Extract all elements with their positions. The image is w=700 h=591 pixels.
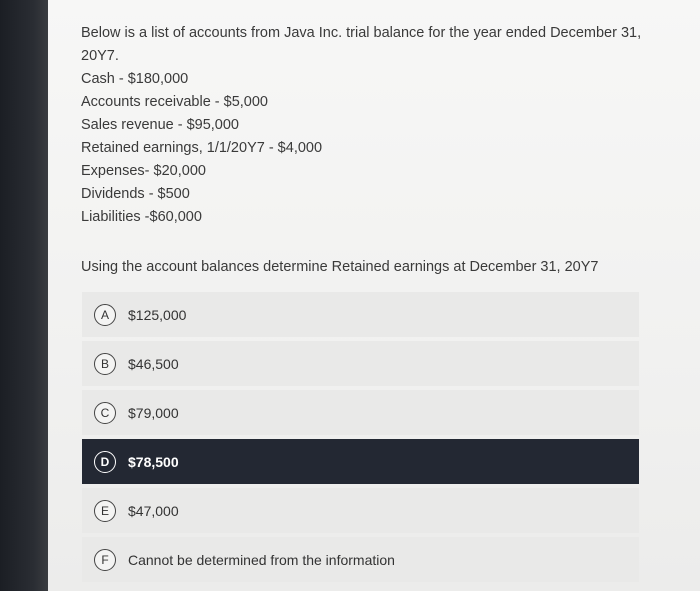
option-letter-badge: C [94, 402, 116, 424]
account-retained-earnings: Retained earnings, 1/1/20Y7 - $4,000 [81, 140, 323, 156]
option-label: $47,000 [128, 502, 179, 519]
option-letter-badge: A [94, 304, 116, 326]
answer-options [82, 292, 639, 586]
account-liabilities: Liabilities -$60,000 [81, 209, 202, 225]
option-letter-badge: B [94, 353, 116, 375]
option-f[interactable] [82, 537, 639, 582]
account-expenses: Expenses- $20,000 [81, 163, 206, 179]
account-accounts-receivable: Accounts receivable - $5,000 [81, 94, 268, 110]
option-e[interactable] [82, 488, 639, 533]
option-label: $46,500 [128, 355, 179, 372]
option-label: $79,000 [128, 404, 179, 421]
option-letter-badge: E [94, 500, 116, 522]
account-sales-revenue: Sales revenue - $95,000 [81, 117, 239, 133]
option-letter-badge: D [94, 451, 116, 473]
screen-bezel [0, 0, 48, 591]
option-label: $78,500 [128, 453, 179, 470]
question-intro: Below is a list of accounts from Java Inc. trial balance for the year ended December 31, 20Y7. [81, 25, 642, 64]
account-cash: Cash - $180,000 [81, 71, 189, 87]
option-letter-badge: F [94, 549, 116, 571]
option-a[interactable] [82, 292, 639, 337]
option-d[interactable] [82, 439, 639, 484]
option-label: Cannot be determined from the information [128, 551, 395, 568]
question-text [81, 22, 681, 229]
option-c[interactable] [82, 390, 639, 435]
question-page [48, 0, 700, 591]
option-label: $125,000 [128, 306, 187, 323]
account-dividends: Dividends - $500 [81, 186, 190, 202]
option-b[interactable] [82, 341, 639, 386]
question-prompt: Using the account balances determine Retained earnings at December 31, 20Y7 [81, 259, 599, 275]
